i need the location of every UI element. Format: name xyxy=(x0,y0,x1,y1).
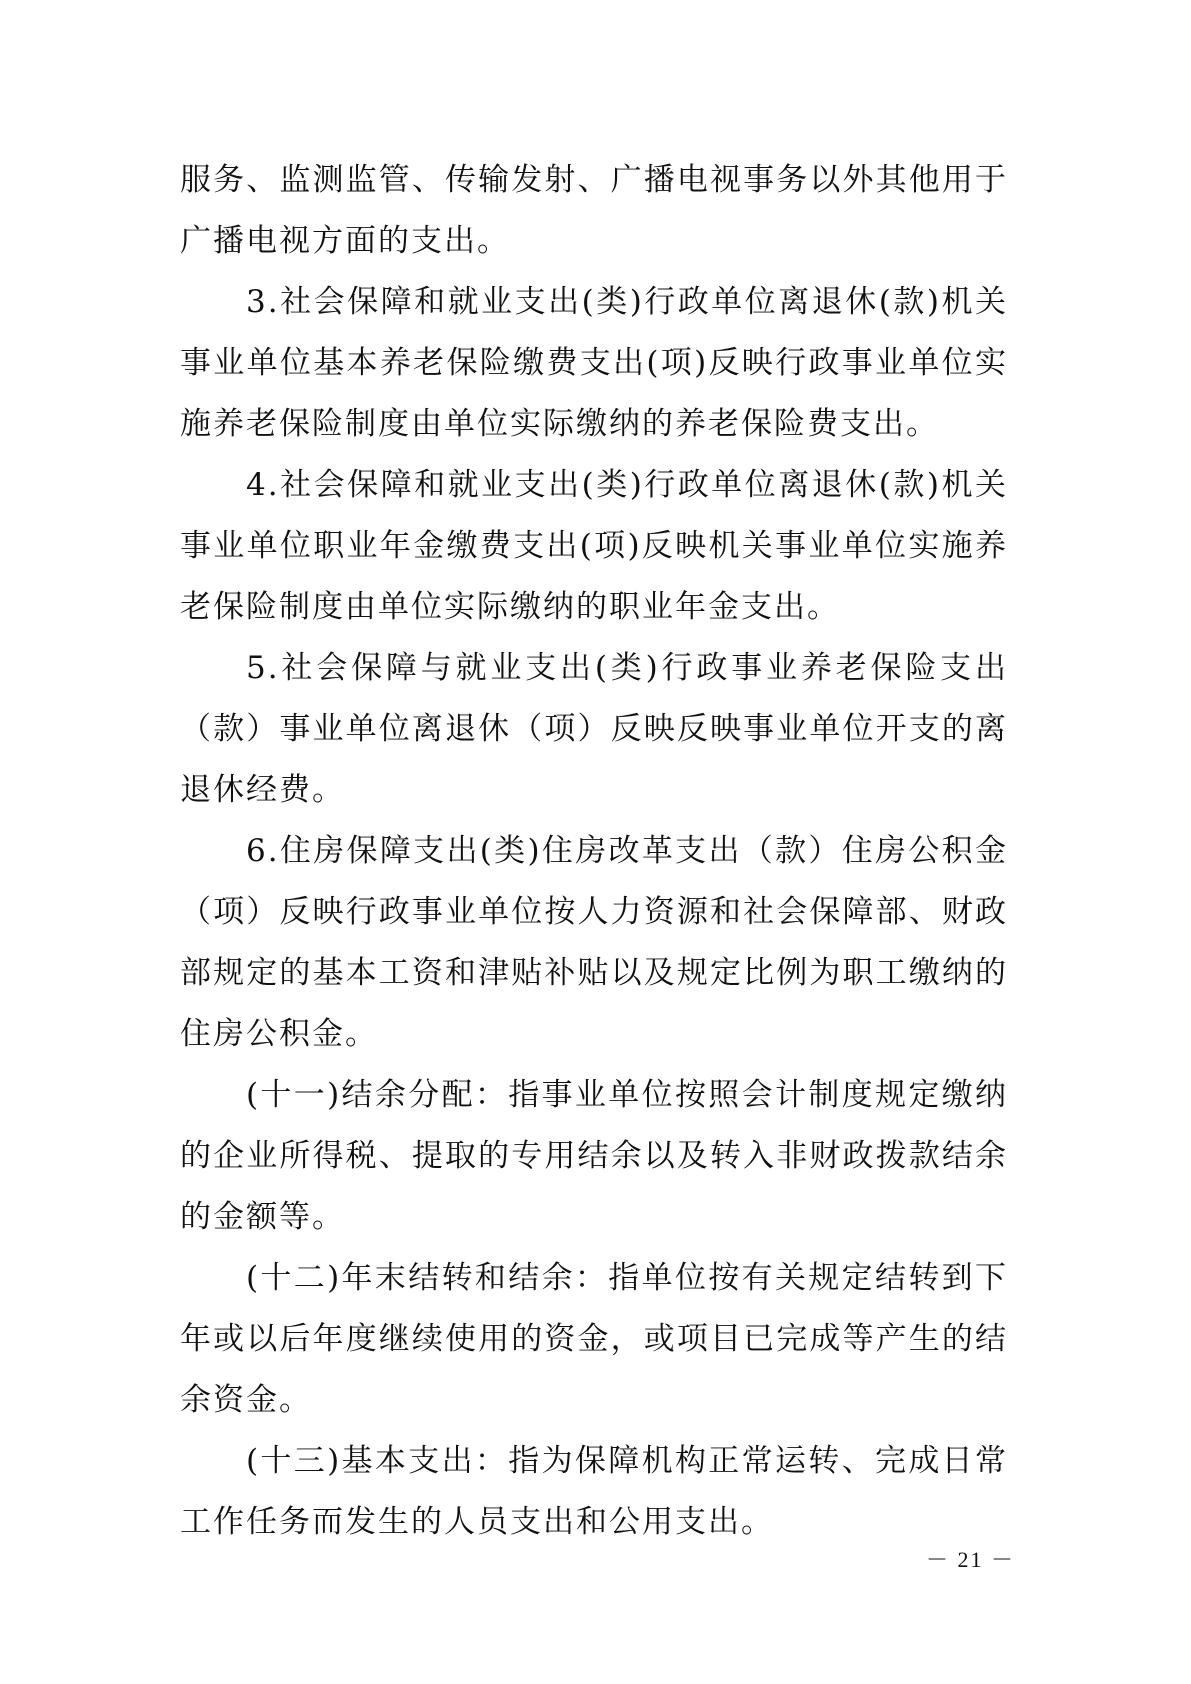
paragraph-item-3: 3.社会保障和就业支出(类)行政单位离退休(款)机关事业单位基本养老保险缴费支出(项)反映行政事业单位实施养老保险制度由单位实际缴纳的养老保险费支出。 xyxy=(180,284,1008,442)
paragraph-item-6: 6.住房保障支出(类)住房改革支出（款）住房公积金（项）反映行政事业单位按人力资源和社会保障部、财政部规定的基本工资和津贴补贴以及规定比例为职工缴纳的住房公积金。 xyxy=(180,833,1008,1052)
paragraph-continuation: 服务、监测监管、传输发射、广播电视事务以外其他用于广播电视方面的支出。 xyxy=(180,162,1008,259)
document-body xyxy=(180,150,1008,1553)
paragraph-item-4: 4.社会保障和就业支出(类)行政单位离退休(款)机关事业单位职业年金缴费支出(项)反映机关事业单位实施养老保险制度由单位实际缴纳的职业年金支出。 xyxy=(180,467,1008,625)
page-number: － 21 － xyxy=(925,1547,1015,1572)
paragraph-section-12: (十二)年末结转和结余：指单位按有关规定结转到下年或以后年度继续使用的资金，或项目已完成等产生的结余资金。 xyxy=(180,1260,1008,1418)
paragraph-item-5: 5.社会保障与就业支出(类)行政事业养老保险支出（款）事业单位离退休（项）反映反映事业单位开支的离退休经费。 xyxy=(180,650,1008,808)
paragraph-section-13: (十三)基本支出：指为保障机构正常运转、完成日常工作任务而发生的人员支出和公用支出。 xyxy=(180,1443,1008,1540)
paragraph-section-11: (十一)结余分配：指事业单位按照会计制度规定缴纳的企业所得税、提取的专用结余以及转入非财政拨款结余的金额等。 xyxy=(180,1077,1008,1235)
